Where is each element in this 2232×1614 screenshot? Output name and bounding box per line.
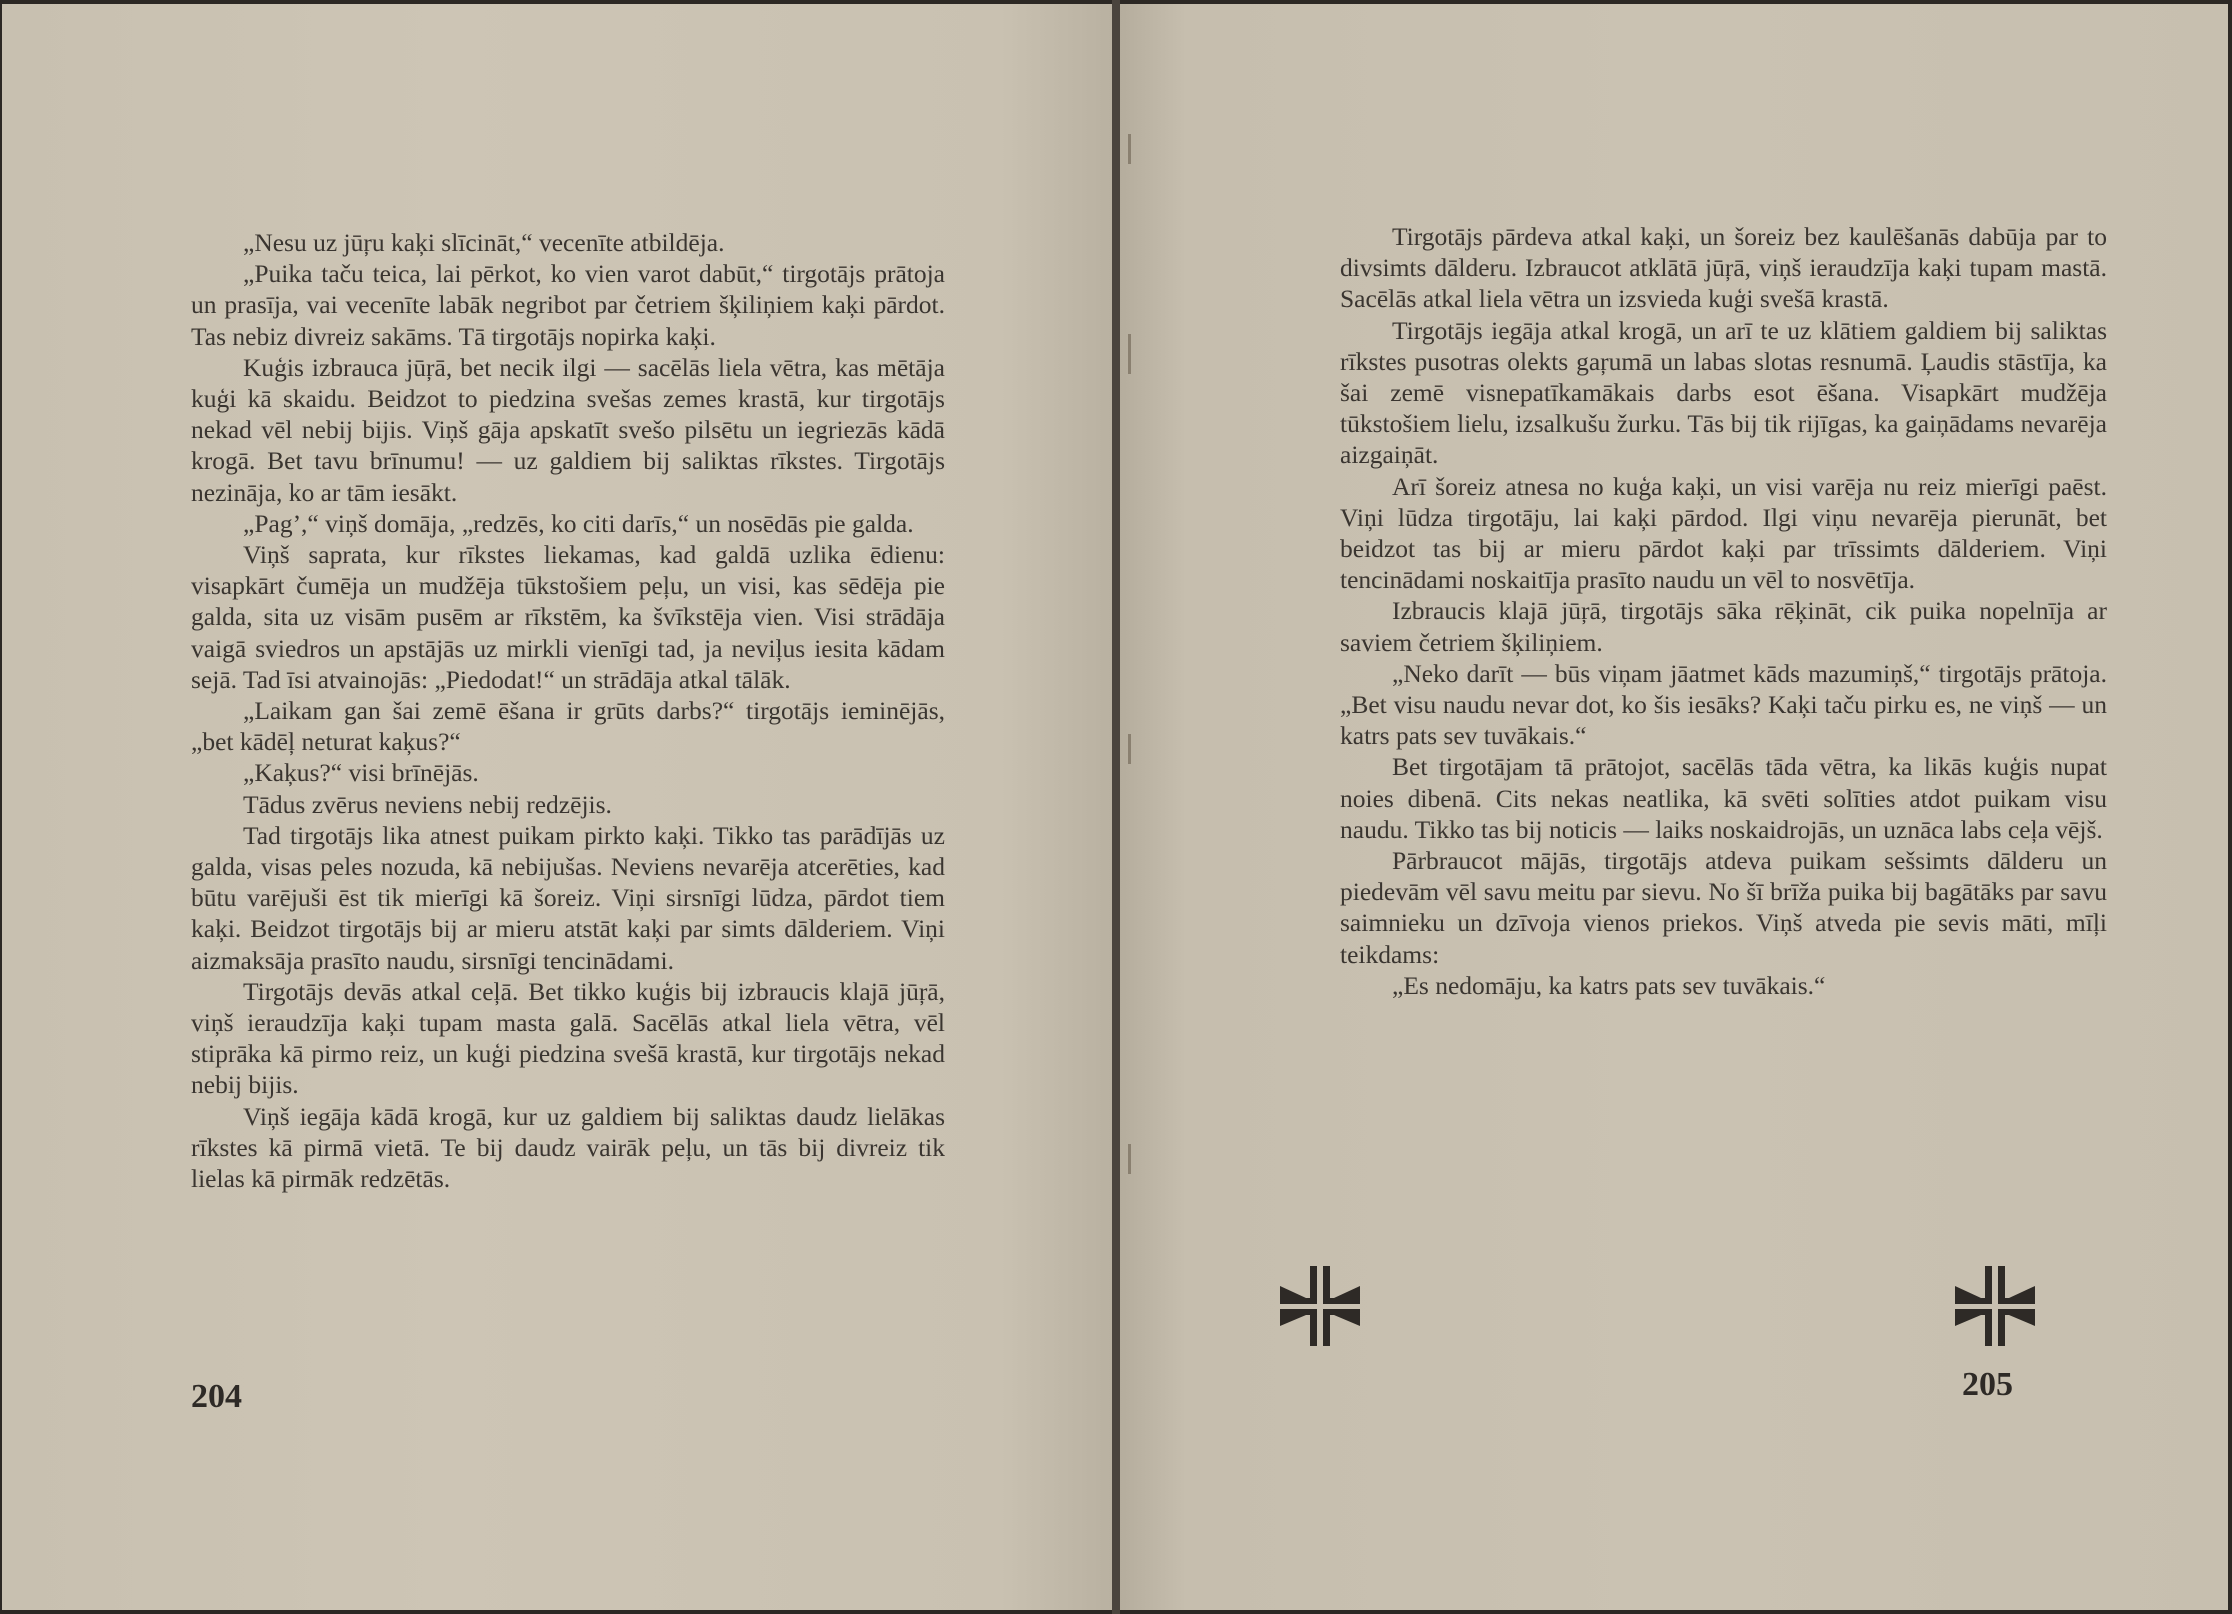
left-paragraph: „Nesu uz jūŗu kaķi slīcināt,“ vecenīte atbildēja. (243, 228, 725, 257)
left-paragraph: „Puika taču teica, lai pērkot, ko vien varot dabūt,“ tirgotājs prātoja un prasīja, vai vecenīte labāk negribot par četriem šķiliņiem kaķi pārdot. Tas nebiz divreiz sakāms. Tā tirgotājs nopirka kaķi. (191, 259, 945, 351)
page-number-right: 205 (1962, 1366, 2013, 1403)
right-page-text (1340, 221, 2107, 1001)
left-paragraph: Tirgotājs devās atkal ceļā. Bet tikko kuģis bij izbraucis klajā jūŗā, viņš ieraudzīja kaķi tupam masta galā. Sacēlās atkal liela vētra, vēl stiprāka kā pirmo reiz, un kuģi piedzina svešā krastā, kur tirgotājs nekad nebij bijis. (191, 976, 945, 1100)
spine-mark (1128, 334, 1131, 374)
right-paragraph: Tirgotājs pārdeva atkal kaķi, un šoreiz bez kaulēšanās dabūja par to divsimts dālderu. Izbraucot atklātā jūŗā, viņš ieraudzīja kaķi tupam mastā. Sacēlās atkal liela vētra un izsvieda kuģi svešā krastā. (1340, 222, 2107, 314)
cross-ornament-icon (1280, 1266, 1360, 1346)
spine-mark (1128, 134, 1131, 164)
right-paragraph: Tirgotājs iegāja atkal krogā, un arī te uz klātiem galdiem bij saliktas rīkstes pusotras olekts gaŗumā un labas slotas resnumā. Ļaudis stāstīja, ka šai zemē visnepatīkamākais darbs esot ēšana. Visapkārt mudžēja tūkstošiem lielu, izsalkušu žurku. Tās bij tik rijīgas, ka gaiņādams nevarēja aizgaiņāt. (1340, 315, 2107, 470)
right-paragraph: Pārbraucot mājās, tirgotājs atdeva puikam sešsimts dālderu un piedevām vēl savu meitu par sievu. No šī brīža puika bij bagātāks par savu saimnieku un dzīvoja vienos priekos. Viņš atveda pie sevis māti, mīļi teikdams: (1340, 846, 2107, 969)
left-paragraph: „Pag’,“ viņš domāja, „redzēs, ko citi darīs,“ un nosēdās pie galda. (243, 508, 914, 538)
right-paragraph: Arī šoreiz atnesa no kuģa kaķi, un visi varēja nu reiz mierīgi paēst. Viņi lūdza tirgotāju, lai kaķi pārdod. Ilgi viņu nevarēja pierunāt, bet beidzot tas bij ar mieru pārdot kaķi par trīssimts dālderiem. Viņi tencinādami noskaitīja prasīto naudu un vēl to nosvētīja. (1340, 471, 2107, 595)
left-paragraph: Tādus zvērus neviens nebij redzējis. (243, 789, 612, 819)
book-gutter (1112, 0, 1120, 1614)
right-paragraph: „Neko darīt — būs viņam jāatmet kāds mazumiņš,“ tirgotājs prātoja. „Bet visu naudu nevar dot, ko šis iesāks? Kaķi taču pirku es, ne viņš — un katrs pats sev tuvākais.“ (1340, 658, 2107, 751)
left-page-text (191, 227, 945, 1194)
left-paragraph: Viņš iegāja kādā krogā, kur uz galdiem bij saliktas daudz lielākas rīkstes kā pirmā vietā. Te bij daudz vairāk peļu, un tās bij divreiz tik lielas kā pirmāk redzētās. (191, 1101, 945, 1194)
cross-ornament-icon (1955, 1266, 2035, 1346)
left-paragraph: Tad tirgotājs lika atnest puikam pirkto kaķi. Tikko tas parādījās uz galda, visas peles nozuda, kā nebijušas. Neviens nevarēja atcerēties, kad būtu varējuši ēst tik mierīgi kā šoreiz. Viņi sirsnīgi lūdza, pārdot tiem kaķi. Beidzot tirgotājs bij ar mieru atstāt kaķi par simts dālderiem. Viņi aizmaksāja prasīto naudu, sirsnīgi tencinādami. (191, 820, 945, 975)
left-paragraph: Kuģis izbrauca jūŗā, bet necik ilgi — sacēlās liela vētra, kas mētāja kuģi kā skaidu. Beidzot to piedzina svešas zemes krastā, kur tirgotājs nekad vēl nebij bijis. Viņš gāja apskatīt svešo pilsētu un iegriezās kādā krogā. Bet tavu brīnumu! — uz galdiem bij saliktas rīkstes. Tirgotājs nezināja, ko ar tām iesākt. (191, 352, 945, 507)
right-paragraph: Bet tirgotājam tā prātojot, sacēlās tāda vētra, ka likās kuģis nupat noies dibenā. Cits nekas neatlika, kā svēti solīties atdot puikam visu naudu. Tikko tas bij noticis — laiks noskaidrojās, un uznāca labs ceļa vējš. (1340, 752, 2107, 844)
page-number-left: 204 (191, 1378, 242, 1415)
spine-mark (1128, 734, 1131, 764)
left-paragraph: „Kaķus?“ visi brīnējās. (243, 758, 479, 788)
left-paragraph: Viņš saprata, kur rīkstes liekamas, kad galdā uzlika ēdienu: visapkārt čumēja un mudžēja tūkstošiem peļu, un visi, kas sēdēja pie galda, sita uz visām pusēm ar rīkstēm, ka švīkstēja vien. Visi strādāja vaigā sviedros un apstājās uz mirkli vienīgi tad, ja neviļus iesita kādam sejā. Tad īsi atvainojās: „Piedodat!“ un strādāja atkal tālāk. (191, 540, 945, 694)
spine-mark (1128, 1144, 1131, 1174)
left-paragraph: „Laikam gan šai zemē ēšana ir grūts darbs?“ tirgotājs ieminējās, „bet kādēļ neturat kaķus?“ (191, 696, 945, 757)
left-page (2, 4, 1112, 1610)
right-paragraph: Izbraucis klajā jūŗā, tirgotājs sāka rēķināt, cik puika nopelnīja ar saviem četriem šķiliņiem. (1340, 596, 2107, 657)
right-paragraph: „Es nedomāju, ka katrs pats sev tuvākais.“ (1392, 970, 1826, 1000)
right-page (1120, 4, 2228, 1610)
